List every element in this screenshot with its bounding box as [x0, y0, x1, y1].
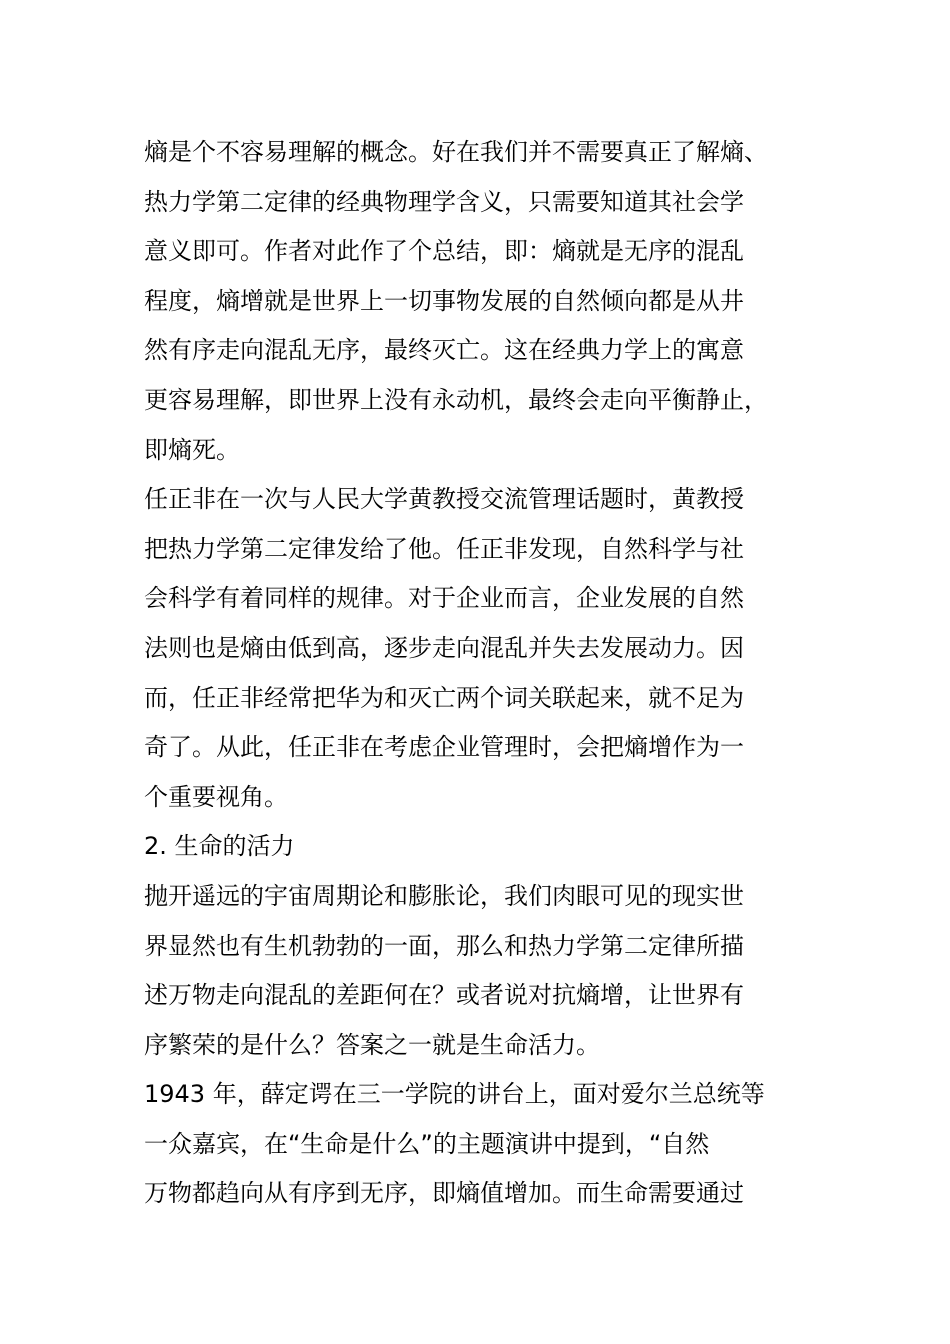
text-line: 一众嘉宾，在“生命是什么”的主题演讲中提到，“自然 — [144, 1129, 710, 1158]
text-line: 而，任正非经常把华为和灭亡两个词关联起来，就不足为 — [144, 683, 744, 712]
text-line: 然有序走向混乱无序，最终灭亡。这在经典力学上的寓意 — [144, 336, 744, 365]
text-line: 法则也是熵由低到高，逐步走向混乱并失去发展动力。因 — [144, 633, 744, 662]
text-line: 程度，熵增就是世界上一切事物发展的自然倾向都是从井 — [144, 286, 744, 315]
text-line: 万物都趋向从有序到无序，即熵值增加。而生命需要通过 — [144, 1179, 744, 1208]
text-line: 即熵死。 — [144, 435, 240, 464]
text-line: 界显然也有生机勃勃的一面，那么和热力学第二定律所描 — [144, 931, 744, 960]
text-line: 序繁荣的是什么？答案之一就是生命活力。 — [144, 1030, 600, 1059]
text-line: 意义即可。作者对此作了个总结，即：熵就是无序的混乱 — [144, 237, 744, 266]
text-line: 抛开遥远的宇宙周期论和膨胀论，我们肉眼可见的现实世 — [144, 881, 744, 910]
text-line: 更容易理解，即世界上没有永动机，最终会走向平衡静止， — [144, 385, 768, 414]
text-line: 述万物走向混乱的差距何在？或者说对抗熵增，让世界有 — [144, 981, 744, 1010]
section-heading: 2. 生命的活力 — [144, 832, 295, 861]
text-line: 会科学有着同样的规律。对于企业而言，企业发展的自然 — [144, 584, 744, 613]
text-line: 熵是个不容易理解的概念。好在我们并不需要真正了解熵、 — [144, 138, 768, 166]
text-line: 把热力学第二定律发给了他。任正非发现，自然科学与社 — [144, 534, 744, 563]
body-text — [144, 128, 809, 1219]
text-line: 任正非在一次与人民大学黄教授交流管理话题时，黄教授 — [144, 485, 744, 514]
text-line: 奇了。从此，任正非在考虑企业管理时，会把熵增作为一 — [144, 733, 744, 762]
text-line: 热力学第二定律的经典物理学含义，只需要知道其社会学 — [144, 187, 744, 216]
text-line: 个重要视角。 — [144, 782, 288, 811]
text-line: 1943 年，薛定谔在三一学院的讲台上，面对爱尔兰总统等 — [144, 1080, 765, 1109]
